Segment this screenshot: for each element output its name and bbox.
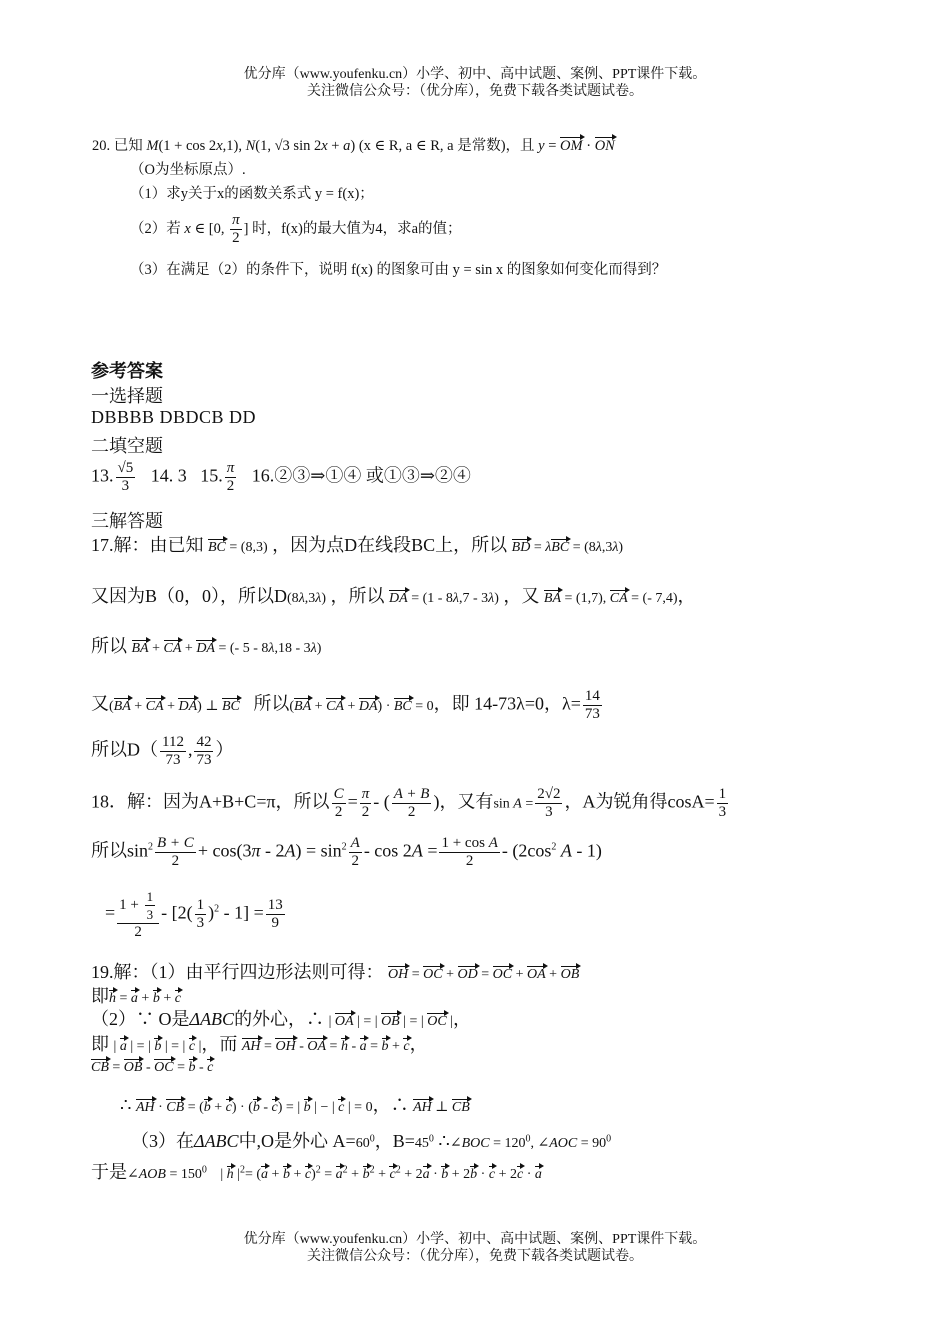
q17-line-4: 又(BA + CA + DA) ⊥ BC 所以(BA + CA + DA) · BC = 0，即 14-73λ=0，λ= $\frac{14}{73}$ — [91, 688, 600, 722]
q19-text-g: ∴ — [120, 1095, 132, 1115]
vector-om: OM — [560, 138, 583, 154]
q19-text-d: 的外心，∴ — [234, 1009, 325, 1029]
q19-text-e: 即 — [91, 1034, 109, 1054]
q20-range: x — [184, 220, 191, 237]
q17-text-c: 又因为B（0，0），所以D — [91, 586, 288, 606]
q20-part-3: （3）在满足（2）的条件下，说明 f(x) 的图象可由 y = sin x 的图象如何变化而得到？ — [130, 262, 667, 278]
q18-line-2: 所以$\sin^2$ $\frac{B + C}{2}$ + $\cos(3\pi - 2A) = \sin^2$ $\frac{A}{2}$ - cos 2A = $\frac{\text{1 + cos A}}{2}$ - ($2\cos^2$ A - 1) — [91, 835, 602, 869]
q17-text-d: ，所以 — [330, 586, 385, 606]
q20-number: 20. — [92, 138, 111, 154]
fill-blank-answers: 13. $\frac{√5}{3}$ 14. 3 15. $\frac{\pi}{2}$ 16.②③⇒①④ 或①③⇒②④ — [91, 460, 471, 494]
page-header — [0, 66, 950, 100]
q19-text-c: （2）∵ O是 — [91, 1009, 190, 1029]
q19-line-2: 即h = a + b + c — [91, 986, 181, 1006]
page-footer — [0, 1231, 950, 1265]
q17-text-h: 所以 — [253, 693, 290, 714]
q19-line-3: （2）∵ O是ΔABC的外心，∴ | OA | = | OB | = | OC |， — [91, 1009, 472, 1029]
q17-line-5: 所以D（ $\frac{112}{73}$ , $\frac{42}{73}$ ） — [91, 734, 234, 768]
blank-13-label: 13. — [91, 465, 114, 486]
blank-16: 16.②③⇒①④ 或①③⇒②④ — [251, 465, 471, 486]
q18-text-e: = — [105, 902, 116, 923]
q19-text-f: ，而 — [201, 1034, 238, 1054]
q20-formula-y: y — [538, 138, 545, 154]
q19-line-7: （3）在ΔABC中,O是外心 $A=60^0$，$B=45^0$ ∴∠BOC = $120^0$, ∠AOC = $90^0$ — [131, 1131, 612, 1151]
q19-text-j: ，B= — [374, 1131, 415, 1151]
answers-title: 参考答案 — [91, 361, 163, 381]
q20-line-1: 20. 已知 M(1 + cos 2x,1), N(1, √3 sin 2x + a) (x ∈ R, a ∈ R, a 是常数)，且 y = OM · ON — [92, 138, 615, 154]
q19-text-k: ∴ — [438, 1131, 450, 1151]
q17-text-e: ，又 — [503, 586, 540, 606]
q19-line-4: 即 | a | = | b | = | c |，而 AH = OH - OA = h - a = b + c， — [91, 1034, 428, 1054]
q20-condition: (x ∈ R, a ∈ R, a 是常数)，且 — [358, 138, 535, 154]
q17-text-i: ，即 14-73λ=0，λ= — [433, 693, 581, 714]
q17-text-j: 所以D（ — [91, 739, 158, 760]
part-3-title: 三解答题 — [91, 511, 163, 531]
q20-formula-m: M — [146, 138, 159, 154]
header-line-2: 关注微信公众号：（优分库），免费下载各类试题试卷。 — [307, 84, 643, 99]
q20-part-2: （2）若 x ∈ [0, $\frac{\pi}{2}$ ] 时，f(x)的最大值为4，求a的值； — [130, 212, 462, 246]
q17-text-a: 17.解：由已知 — [91, 535, 204, 555]
q17-text-f: 所以 — [91, 636, 127, 656]
q17-line-1: 17.解：由已知 BC = (8,3) ，因为点D在线段BC上，所以 BD = λBC = (8λ,3λ) — [91, 535, 624, 555]
header-line-1: 优分库（www.youfenku.cn）小学、初中、高中试题、案例、PPT课件下载。 — [243, 67, 707, 82]
q19-line-8: 于是∠AOB = $150^0$ | h $|^2= (a + b + c)^2 = a^2 + b^2 + c^2 + 2a \cdot b + 2b \cdot c + 2c \cdot a$ — [91, 1162, 542, 1182]
q19-text-i: 中,O是外心 A= — [238, 1131, 356, 1151]
q19-text-b: 即 — [91, 986, 109, 1006]
q19-text-h: （3）在 — [131, 1131, 194, 1151]
q20-part-2-pre: （2）若 — [130, 220, 181, 237]
q19-line-1: 19.解：（1）由平行四边形法则可得： OH = OC + OD = OC + OA + OB — [91, 962, 580, 982]
part-1-answers: DBBBB DBDCB DD — [91, 407, 257, 427]
q18-text-d: 所以 — [91, 840, 127, 861]
blank-15-label: 15. — [200, 465, 223, 486]
q20-intro: 已知 — [113, 138, 143, 154]
footer-line-2: 关注微信公众号：（优分库），免费下载各类试题试卷。 — [307, 1249, 643, 1264]
q18-line-1: 18．解：因为A+B+C=π，所以 $\frac{C}{2}$ = $\frac{\pi}{2}$ - ( $\frac{A + B}{2}$ )，又有sin A = $\frac{2√2}{3}$ ，A为锐角得cosA= $\frac{1}{3}$ — [91, 786, 727, 820]
q20-coordinate-note: （O为坐标原点）. — [130, 162, 246, 178]
q20-part-1: （1）求y关于x的函数关系式 y = f(x)； — [130, 186, 374, 202]
q18-line-3: = 1 + $\frac{1}{3}$ 2 - [2( $\frac{1}{3}$ )$^2$ - 1] = $\frac{13}{9}$ — [105, 889, 283, 940]
q17-line-2: 又因为B（0，0），所以D(8λ,3λ) ，所以 DA = (1 - 8λ,7 - 3λ) ，又 BA = (1,7), CA = (- 7,4)， — [91, 586, 696, 606]
q17-line-3: 所以 BA + CA + DA = (- 5 - 8λ,18 - 3λ) — [91, 636, 322, 656]
q19-line-5: CB = OB - OC = b - c — [91, 1060, 214, 1075]
q17-text-b: ，因为点D在线段BC上，所以 — [272, 535, 508, 555]
q19-text-a: 19.解：（1）由平行四边形法则可得： — [91, 962, 384, 982]
q18-text-b: ，又有 — [439, 791, 494, 812]
footer-line-1: 优分库（www.youfenku.cn）小学、初中、高中试题、案例、PPT课件下载。 — [243, 1232, 707, 1247]
q18-text-c: ，A为锐角得cosA= — [564, 791, 715, 812]
q18-text-a: 18．解：因为A+B+C=π，所以 — [91, 791, 330, 812]
part-1-title: 一选择题 — [91, 386, 163, 406]
part-2-title: 二填空题 — [91, 436, 163, 456]
q17-text-g: 又 — [91, 693, 109, 714]
blank-14: 14. 3 — [150, 465, 187, 486]
q19-text-l: 于是 — [91, 1162, 127, 1182]
vector-on: ON — [594, 138, 615, 154]
q19-line-6: ∴ AH · CB = (b + c) · (b - c) = | b | − | c | = 0，∴ AH ⊥ CB — [120, 1095, 470, 1115]
q20-part-2-post: 时，f(x)的最大值为4，求a的值； — [252, 220, 462, 237]
q17-text-k: ） — [215, 739, 234, 760]
